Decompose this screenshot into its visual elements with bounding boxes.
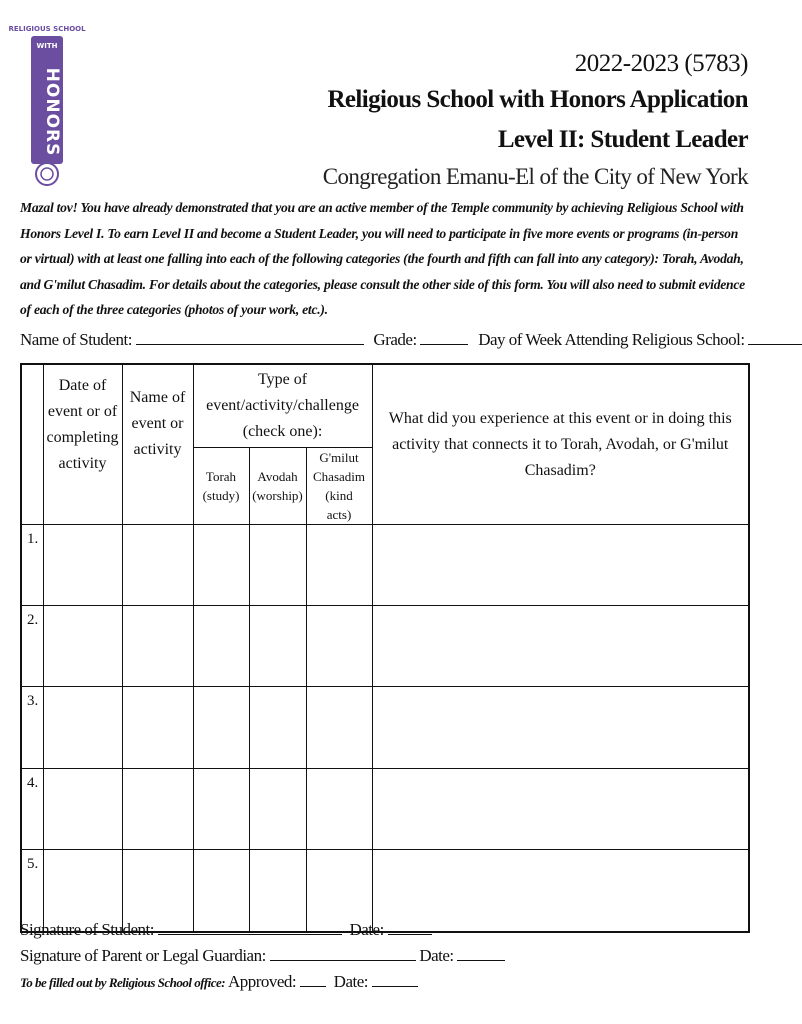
row-number: 4. — [21, 769, 43, 850]
student-info-line — [20, 330, 802, 350]
experience-column-header: What did you experience at this event or in doing this activity that connects it to Torah, Avodah, or G'milut Chasadim? — [372, 364, 749, 525]
table-row — [21, 606, 749, 687]
parent-signature-label: Signature of Parent or Legal Guardian: — [20, 946, 266, 965]
religious-school-honors-logo — [8, 22, 86, 188]
student-signature-line — [20, 920, 432, 940]
event-name-cell[interactable] — [122, 687, 193, 769]
torah-checkbox-cell[interactable] — [193, 525, 249, 606]
experience-cell[interactable] — [372, 769, 749, 850]
date-cell[interactable] — [43, 687, 122, 769]
parent-date-field[interactable] — [457, 946, 505, 961]
grade-field[interactable] — [420, 330, 468, 345]
form-level: Level II: Student Leader — [497, 126, 748, 153]
parent-signature-line — [20, 946, 505, 966]
activity-log-table — [20, 363, 750, 933]
experience-cell[interactable] — [372, 525, 749, 606]
date-cell[interactable] — [43, 525, 122, 606]
torah-checkbox-cell[interactable] — [193, 769, 249, 850]
grade-label: Grade: — [373, 330, 417, 349]
table-row — [21, 687, 749, 769]
student-signature-field[interactable] — [158, 920, 342, 935]
office-use-line — [20, 972, 418, 992]
school-year: 2022-2023 (5783) — [574, 50, 748, 77]
gmilut-checkbox-cell[interactable] — [306, 687, 372, 769]
avodah-checkbox-cell[interactable] — [249, 606, 306, 687]
row-number-header — [21, 364, 43, 525]
avodah-checkbox-cell[interactable] — [249, 687, 306, 769]
logo-top-text: RELIGIOUS SCHOOL — [8, 25, 86, 33]
event-name-cell[interactable] — [122, 606, 193, 687]
student-date-label: Date: — [349, 920, 384, 939]
student-name-field[interactable] — [136, 330, 364, 345]
avodah-checkbox-cell[interactable] — [249, 525, 306, 606]
row-number: 5. — [21, 850, 43, 932]
gmilut-checkbox-cell[interactable] — [306, 769, 372, 850]
gmilut-chasadim-column-header: G'milut Chasadim (kind acts) — [306, 448, 372, 525]
torah-checkbox-cell[interactable] — [193, 687, 249, 769]
student-name-label: Name of Student: — [20, 330, 132, 349]
date-cell[interactable] — [43, 606, 122, 687]
congregation-name: Congregation Emanu-El of the City of New York — [322, 164, 748, 189]
date-column-header: Date of event or of completing activity — [43, 364, 122, 525]
gmilut-checkbox-cell[interactable] — [306, 606, 372, 687]
day-of-week-field[interactable] — [748, 330, 802, 345]
row-number: 3. — [21, 687, 43, 769]
event-name-cell[interactable] — [122, 769, 193, 850]
type-column-header: Type of event/activity/challenge (check one): — [193, 364, 372, 448]
logo-honors-text: HONORS — [42, 67, 62, 157]
office-use-note: To be filled out by Religious School office: — [20, 975, 226, 990]
intro-paragraph: Mazal tov! You have already demonstrated that you are an active member of the Temple community by achieving Religious School with Honors Level I. To earn Level II and become a Student Leader, you will need to participate in five more events or programs (in-person or virtual) with at least one falling into each of the following categories (the fourth and fifth can fall into any category): Torah, Avodah, and G'milut Chasadim. For details about the categories, please consult the other side of this form. You will also need to submit evidence of each of the three categories (photos of your work, etc.). — [20, 200, 745, 317]
table-row — [21, 769, 749, 850]
parent-date-label: Date: — [419, 946, 454, 965]
experience-cell[interactable] — [372, 606, 749, 687]
event-name-column-header: Name of event or activity — [122, 364, 193, 525]
event-name-cell[interactable] — [122, 525, 193, 606]
experience-cell[interactable] — [372, 687, 749, 769]
parent-signature-field[interactable] — [270, 946, 416, 961]
office-date-label: Date: — [333, 972, 368, 991]
avodah-checkbox-cell[interactable] — [249, 769, 306, 850]
student-date-field[interactable] — [388, 920, 432, 935]
table-row — [21, 525, 749, 606]
avodah-column-header: Avodah (worship) — [249, 448, 306, 525]
student-signature-label: Signature of Student: — [20, 920, 154, 939]
torah-checkbox-cell[interactable] — [193, 606, 249, 687]
form-title: Religious School with Honors Application — [327, 86, 748, 113]
office-date-field[interactable] — [372, 972, 418, 987]
date-cell[interactable] — [43, 769, 122, 850]
row-number: 2. — [21, 606, 43, 687]
gmilut-checkbox-cell[interactable] — [306, 525, 372, 606]
approved-label: Approved: — [227, 972, 297, 991]
day-of-week-label: Day of Week Attending Religious School: — [478, 330, 745, 349]
row-number: 1. — [21, 525, 43, 606]
torah-column-header: Torah (study) — [193, 448, 249, 525]
approved-field[interactable] — [300, 972, 326, 987]
logo-with-text: WITH — [36, 42, 58, 50]
